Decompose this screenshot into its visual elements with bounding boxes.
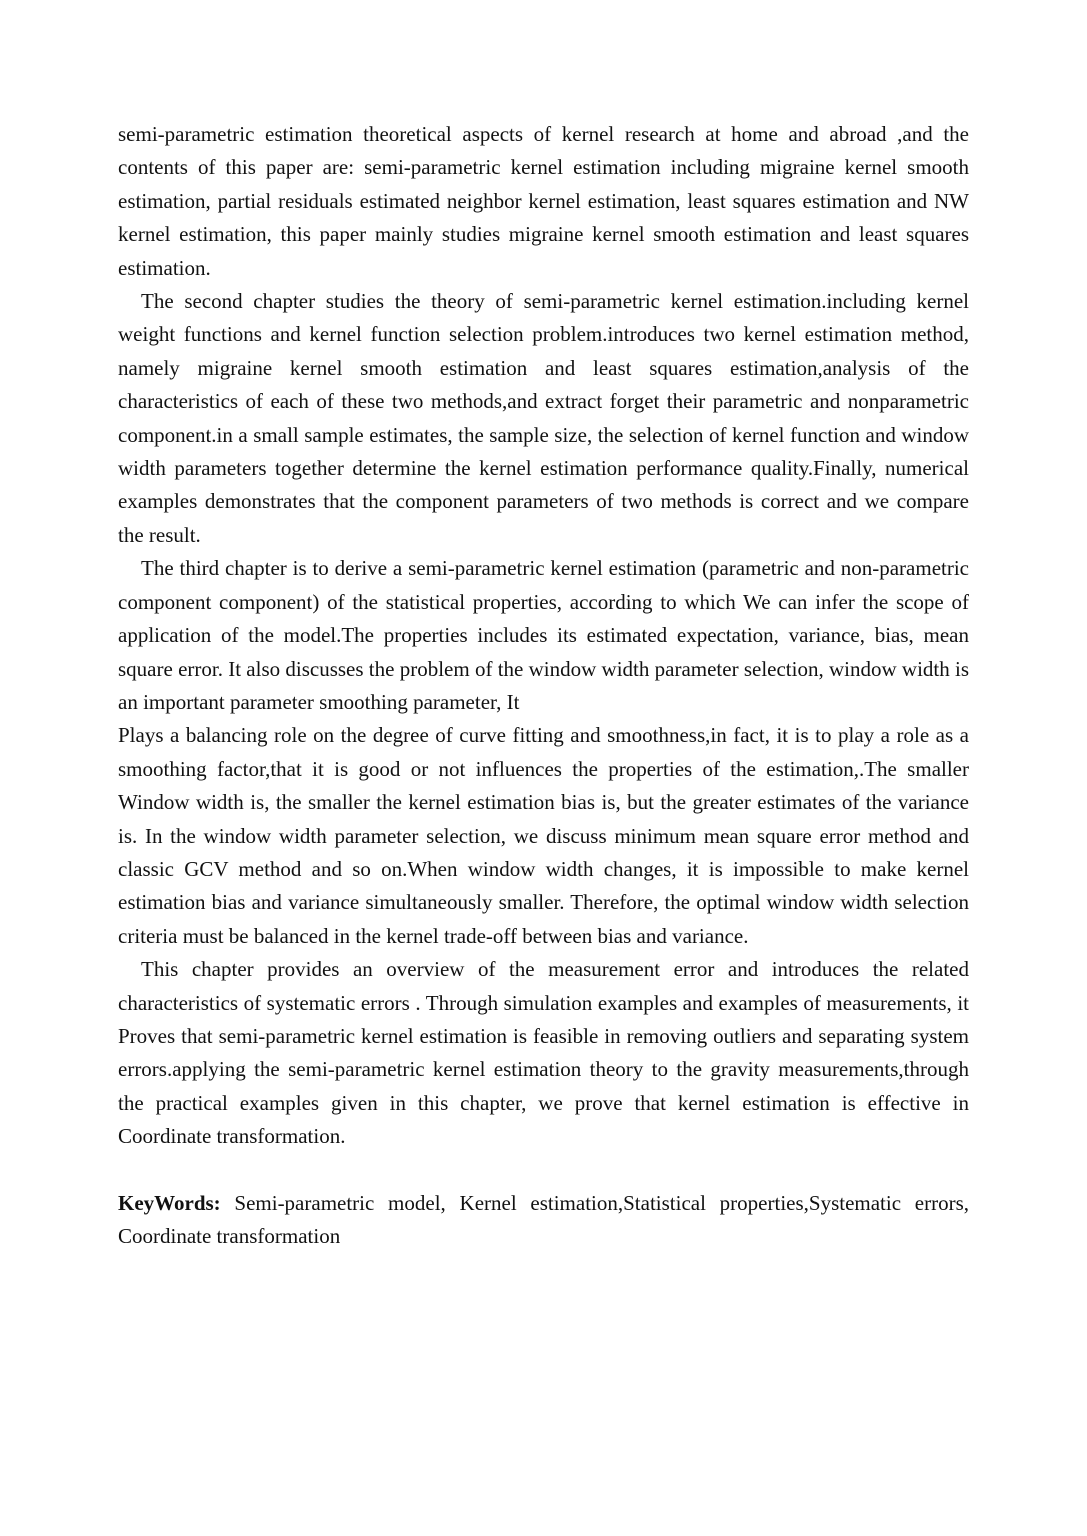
document-page bbox=[118, 118, 969, 1253]
keywords-text: Semi-parametric model, Kernel estimation,Statistical properties,Systematic errors, Coordinate transformation bbox=[118, 1190, 969, 1248]
abstract-paragraph-4: Plays a balancing role on the degree of curve fitting and smoothness,in fact, it is to play a role as a smoothing factor,that it is good or not influences the properties of the estimation,.The smaller Window width is, the smaller the kernel estimation bias is, but the greater estimates of the variance is. In the window width parameter selection, we discuss minimum mean square error method and classic GCV method and so on.When window width changes, it is impossible to make kernel estimation bias and variance simultaneously smaller. Therefore, the optimal window width selection criteria must be balanced in the kernel trade-off between bias and variance. bbox=[118, 723, 969, 948]
abstract-paragraph-5: This chapter provides an overview of the measurement error and introduces the related characteristics of systematic errors . Through simulation examples and examples of measurements, it Proves that semi-parametric kernel estimation is feasible in removing outliers and separating system errors.applying the semi-parametric kernel estimation theory to the gravity measurements,through the practical examples given in this chapter, we prove that kernel estimation is effective in Coordinate transformation. bbox=[118, 957, 969, 1149]
keywords-label: KeyWords: bbox=[118, 1190, 221, 1215]
abstract-paragraph-3: The third chapter is to derive a semi-parametric kernel estimation (parametric and non-parametric component component) of the statistical properties, according to which We can infer the scope of application of the model.The properties includes its estimated expectation, variance, bias, mean square error. It also discusses the problem of the window width parameter selection, window width is an important parameter smoothing parameter, It bbox=[118, 556, 969, 714]
keywords bbox=[118, 1187, 969, 1254]
abstract-paragraph-2: The second chapter studies the theory of semi-parametric kernel estimation.including kernel weight functions and kernel function selection problem.introduces two kernel estimation method, namely migraine kernel smooth estimation and least squares estimation,analysis of the characteristics of each of these two methods,and extract forget their parametric and nonparametric component.in a small sample estimates, the sample size, the selection of kernel function and window width parameters together determine the kernel estimation performance quality.Finally, numerical examples demonstrates that the component parameters of two methods is correct and we compare the result. bbox=[118, 289, 969, 547]
abstract-paragraph-1: semi-parametric estimation theoretical aspects of kernel research at home and abroad ,and the contents of this paper are: semi-parametric kernel estimation including migraine kernel smooth estimation, partial residuals estimated neighbor kernel estimation, least squares estimation and NW kernel estimation, this paper mainly studies migraine kernel smooth estimation and least squares estimation. bbox=[118, 122, 969, 280]
